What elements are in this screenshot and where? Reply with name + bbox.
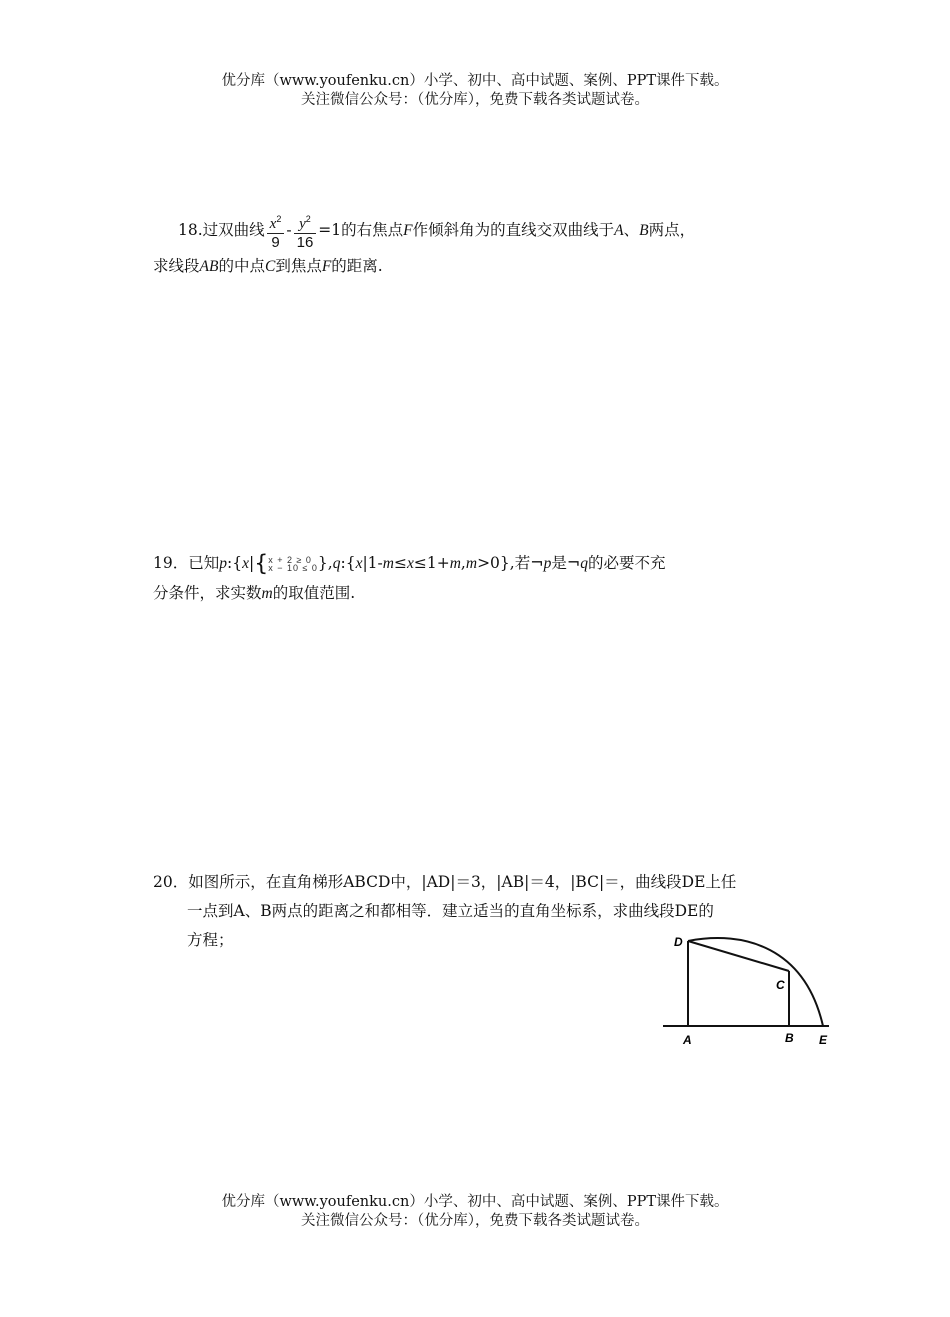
- page-header: [0, 72, 950, 110]
- q20-line-1: 20．如图所示，在直角梯形ABCD中，|AD|＝3，|AB|＝4，|BC|＝，曲线段DE上任: [153, 873, 737, 891]
- q19-line-2: 分条件，求实数m的取值范围.: [153, 583, 356, 602]
- q20-line-2: 一点到A、B两点的距离之和都相等．建立适当的直角坐标系，求曲线段DE的: [187, 902, 714, 920]
- header-line-1: 优分库（www.youfenku.cn）小学、初中、高中试题、案例、PPT课件下载。: [221, 73, 729, 89]
- q19-line-1: 19．已知p:{x|{ x + 2 ≥ 0 x − 10 ≤ 0 },q:{x|1-m≤x≤1+m,m>0},若¬p是¬q的必要不充: [153, 551, 666, 577]
- not-symbol: ¬: [530, 553, 544, 572]
- fraction-y2-over-16: $\frac{y^2}{16}$: [294, 210, 317, 252]
- segment-DC: [688, 941, 789, 971]
- label-E: E: [819, 1033, 828, 1047]
- left-brace: {: [254, 551, 269, 577]
- footer-line-1: 优分库（www.youfenku.cn）小学、初中、高中试题、案例、PPT课件下载。: [221, 1194, 729, 1210]
- footer-line-2: 关注微信公众号：（优分库），免费下载各类试题试卷。: [301, 1213, 649, 1229]
- fraction-x2-over-9: $\frac{x^2}{9}$: [267, 210, 285, 252]
- q20-line-3: 方程；: [187, 931, 234, 949]
- trapezoid-figure: [655, 928, 840, 1053]
- q18-line-1: 18.过双曲线 $\frac{x^2}{9}$ - $\frac{y^2}{16}$ =1的右焦点F作倾斜角为的直线交双曲线于A、B两点，: [153, 210, 803, 252]
- q18-line-2: 求线段AB的中点C到焦点F的距离.: [153, 257, 383, 275]
- question-19: [153, 548, 803, 608]
- inequality-system: x + 2 ≥ 0 x − 10 ≤ 0: [268, 555, 318, 573]
- page-footer: [0, 1193, 950, 1231]
- question-18: [153, 210, 803, 281]
- header-line-2: 关注微信公众号：（优分库），免费下载各类试题试卷。: [301, 92, 649, 108]
- curve-DE: [688, 938, 823, 1026]
- label-A: A: [683, 1033, 692, 1047]
- label-D: D: [674, 935, 683, 949]
- label-C: C: [776, 978, 785, 992]
- label-B: B: [785, 1031, 794, 1045]
- not-symbol: ¬: [566, 553, 581, 572]
